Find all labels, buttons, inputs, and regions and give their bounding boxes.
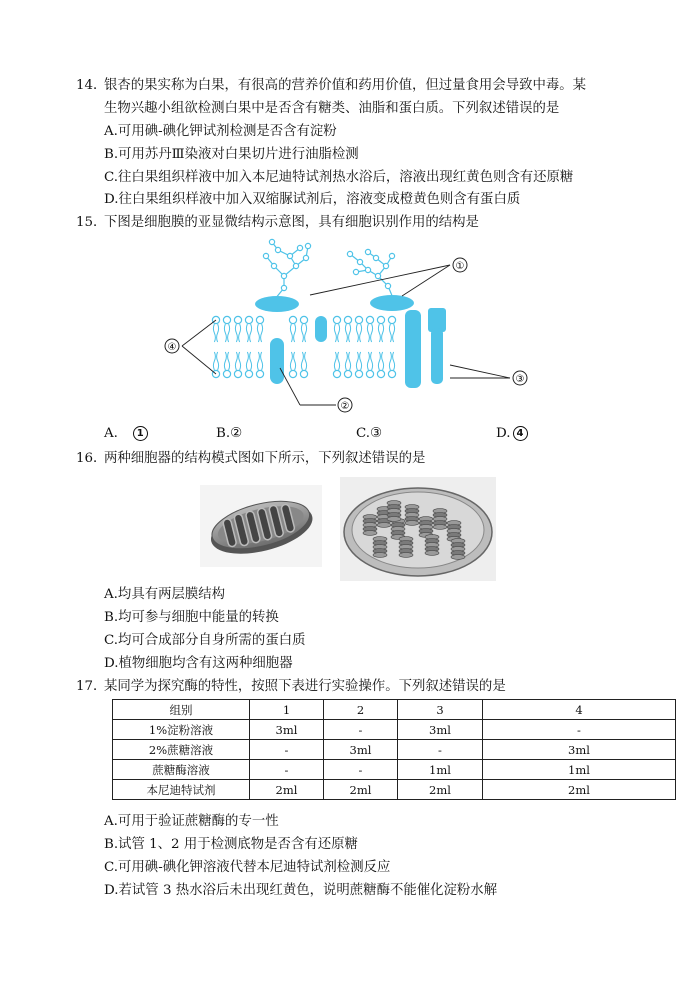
fatty-acid-tail [246,324,248,342]
q15-stem [76,213,479,232]
table-cell: 3ml [398,720,483,740]
q16-number: 16． [76,451,107,466]
q17-stem [76,677,506,696]
q17-stem-text: 某同学为探究酶的特性，按照下表进行实验操作。下列叙述错误的是 [104,679,506,694]
q17-option-d[interactable]: D.若试管 3 热水浴后未出现红黄色，说明蔗糖酶不能催化淀粉水解 [104,883,498,898]
fatty-acid-tail [382,352,384,370]
phospholipid-head [355,316,362,323]
table-header-row [113,700,676,720]
fatty-acid-tail [349,324,351,342]
table-cell: 1%淀粉溶液 [113,720,250,740]
table-cell: 蔗糖酶溶液 [113,760,250,780]
fatty-acid-tail [367,324,369,342]
q14-stem-line2: 生物兴趣小组欲检测白果中是否含有糖类、油脂和蛋白质。下列叙述错误的是 [104,101,560,116]
table-header-cell: 2 [324,700,398,720]
fatty-acid-tail [382,324,384,342]
q14-option-b[interactable]: B.可用苏丹Ⅲ染液对白果切片进行油脂检测 [104,147,359,162]
table-cell: 3ml [250,720,324,740]
fatty-acid-tail [257,324,259,342]
fatty-acid-tail [360,324,362,342]
phospholipid-head [377,370,384,377]
fatty-acid-tail [250,352,252,370]
fatty-acid-tail [301,324,303,342]
table-cell: 本尼迪特试剂 [113,780,250,800]
phospholipid-head [300,370,307,377]
fatty-acid-tail [345,352,347,370]
q16-stem-text: 两种细胞器的结构模式图如下所示，下列叙述错误的是 [104,451,426,466]
thylakoid-disc [451,555,465,560]
phospholipid-head [234,316,241,323]
phospholipid-head [300,316,307,323]
phospholipid-head [289,316,296,323]
fatty-acid-tail [213,352,215,370]
fatty-acid-tail [371,324,373,342]
table-cell: 3ml [483,740,676,760]
phospholipid-head [223,316,230,323]
table-cell: 2%蔗糖溶液 [113,740,250,760]
svg-text:①: ① [455,261,465,272]
mitochondrion-image [200,485,322,567]
thylakoid-disc [387,517,401,522]
fatty-acid-tail [235,352,237,370]
q15-option-b[interactable]: B.② [216,426,243,441]
sugar-units-right [347,249,394,288]
table-cell: - [398,740,483,760]
cell-membrane-diagram [150,238,540,420]
q17-number: 17． [76,679,107,694]
q17-option-c[interactable]: C.可用碘-碘化钾溶液代替本尼迪特试剂检测反应 [104,860,391,875]
phospholipid-bilayer [212,316,395,377]
fatty-acid-tail [217,324,219,342]
fatty-acid-tail [389,352,391,370]
fatty-acid-tail [224,352,226,370]
label-2 [338,398,352,412]
svg-text:②: ② [340,401,350,412]
fatty-acid-tail [290,352,292,370]
fatty-acid-tail [393,352,395,370]
phospholipid-head [377,316,384,323]
fatty-acid-tail [250,324,252,342]
table-header-cell: 1 [250,700,324,720]
table-row [113,740,676,760]
phospholipid-head [388,316,395,323]
svg-text:④: ④ [167,342,177,353]
table-cell: 1ml [398,760,483,780]
q15-option-d[interactable]: D. 4 [496,426,528,441]
table-row [113,760,676,780]
chloroplast-image [340,477,496,581]
q14-option-c[interactable]: C.往白果组织样液中加入本尼迪特试剂热水浴后，溶液出现红黄色则含有还原糖 [104,170,574,185]
fatty-acid-tail [393,324,395,342]
sugar-units-left [263,239,310,290]
phospholipid-head [333,316,340,323]
fatty-acid-tail [301,352,303,370]
thylakoid-disc [405,521,419,526]
phospholipid-head [289,370,296,377]
fatty-acid-tail [338,352,340,370]
fatty-acid-tail [345,324,347,342]
q17-option-a[interactable]: A.可用于验证蔗糖酶的专一性 [104,814,279,829]
fatty-acid-tail [338,324,340,342]
fatty-acid-tail [224,324,226,342]
phospholipid-head [256,316,263,323]
thylakoid-disc [363,531,377,536]
fatty-acid-tail [261,352,263,370]
label-4 [165,339,179,353]
fatty-acid-tail [228,352,230,370]
q15-options [104,426,564,445]
table-cell: 2ml [483,780,676,800]
q14-number: 14． [76,78,107,93]
table-cell: - [250,740,324,760]
q17-option-b[interactable]: B.试管 1、2 用于检测底物是否含有还原糖 [104,837,358,852]
q16-option-d[interactable]: D.植物细胞均含有这两种细胞器 [104,656,293,671]
phospholipid-head [333,370,340,377]
table-header-cell: 组别 [113,700,250,720]
fatty-acid-tail [239,324,241,342]
q15-option-c[interactable]: C.③ [356,426,383,441]
fatty-acid-tail [294,324,296,342]
fatty-acid-tail [378,324,380,342]
table-cell: 1ml [483,760,676,780]
thylakoid-disc [433,525,447,530]
fatty-acid-tail [360,352,362,370]
fatty-acid-tail [305,352,307,370]
thylakoid-disc [399,553,413,558]
fatty-acid-tail [246,352,248,370]
fatty-acid-tail [257,352,259,370]
experiment-table [112,699,676,800]
q15-number: 15． [76,215,107,230]
phospholipid-head [344,370,351,377]
phospholipid-head [355,370,362,377]
fatty-acid-tail [389,324,391,342]
phospholipid-head [344,316,351,323]
phospholipid-head [366,316,373,323]
q16-stem [76,449,425,468]
thylakoid-disc [377,523,391,528]
q16-option-b[interactable]: B.均可参与细胞中能量的转换 [104,610,279,625]
table-cell: - [324,760,398,780]
fatty-acid-tail [356,352,358,370]
thylakoid-disc [373,553,387,558]
fatty-acid-tail [305,324,307,342]
fatty-acid-tail [378,352,380,370]
table-cell: 2ml [324,780,398,800]
q14-stem-line1 [76,76,586,95]
fatty-acid-tail [334,352,336,370]
svg-text:③: ③ [515,374,525,385]
q14-option-d[interactable]: D.往白果组织样液中加入双缩脲试剂后，溶液变成橙黄色则含有蛋白质 [104,192,521,207]
table-cell: 3ml [324,740,398,760]
table-row [113,780,676,800]
phospholipid-head [223,370,230,377]
fatty-acid-tail [356,324,358,342]
fatty-acid-tail [213,324,215,342]
fatty-acid-tail [235,324,237,342]
thylakoid-disc [425,551,439,556]
phospholipid-head [245,370,252,377]
q16-option-a[interactable]: A.均具有两层膜结构 [104,587,226,602]
fatty-acid-tail [367,352,369,370]
phospholipid-head [388,370,395,377]
phospholipid-head [256,370,263,377]
fatty-acid-tail [228,324,230,342]
fatty-acid-tail [261,324,263,342]
table-cell: 2ml [250,780,324,800]
fatty-acid-tail [371,352,373,370]
fatty-acid-tail [294,352,296,370]
table-row [113,720,676,740]
table-cell: - [250,760,324,780]
q14-option-a[interactable]: A.可用碘-碘化钾试剂检测是否含有淀粉 [104,124,337,139]
table-cell: - [324,720,398,740]
label-1 [453,258,467,272]
fatty-acid-tail [334,324,336,342]
label-3 [513,371,527,385]
table-cell: 2ml [398,780,483,800]
q15-stem-text: 下图是细胞膜的亚显微结构示意图，具有细胞识别作用的结构是 [104,215,479,230]
fatty-acid-tail [290,324,292,342]
phospholipid-head [245,316,252,323]
phospholipid-head [234,370,241,377]
table-cell: - [483,720,676,740]
phospholipid-head [366,370,373,377]
fatty-acid-tail [239,352,241,370]
label-leaders [182,265,510,405]
q14-stem-text: 银杏的果实称为白果，有很高的营养价值和药用价值，但过量食用会导致中毒。某 [104,78,587,93]
table-header-cell: 4 [483,700,676,720]
fatty-acid-tail [217,352,219,370]
fatty-acid-tail [349,352,351,370]
q16-option-c[interactable]: C.均可合成部分自身所需的蛋白质 [104,633,306,648]
table-header-cell: 3 [398,700,483,720]
q15-option-a[interactable]: A. 1 [104,426,148,441]
